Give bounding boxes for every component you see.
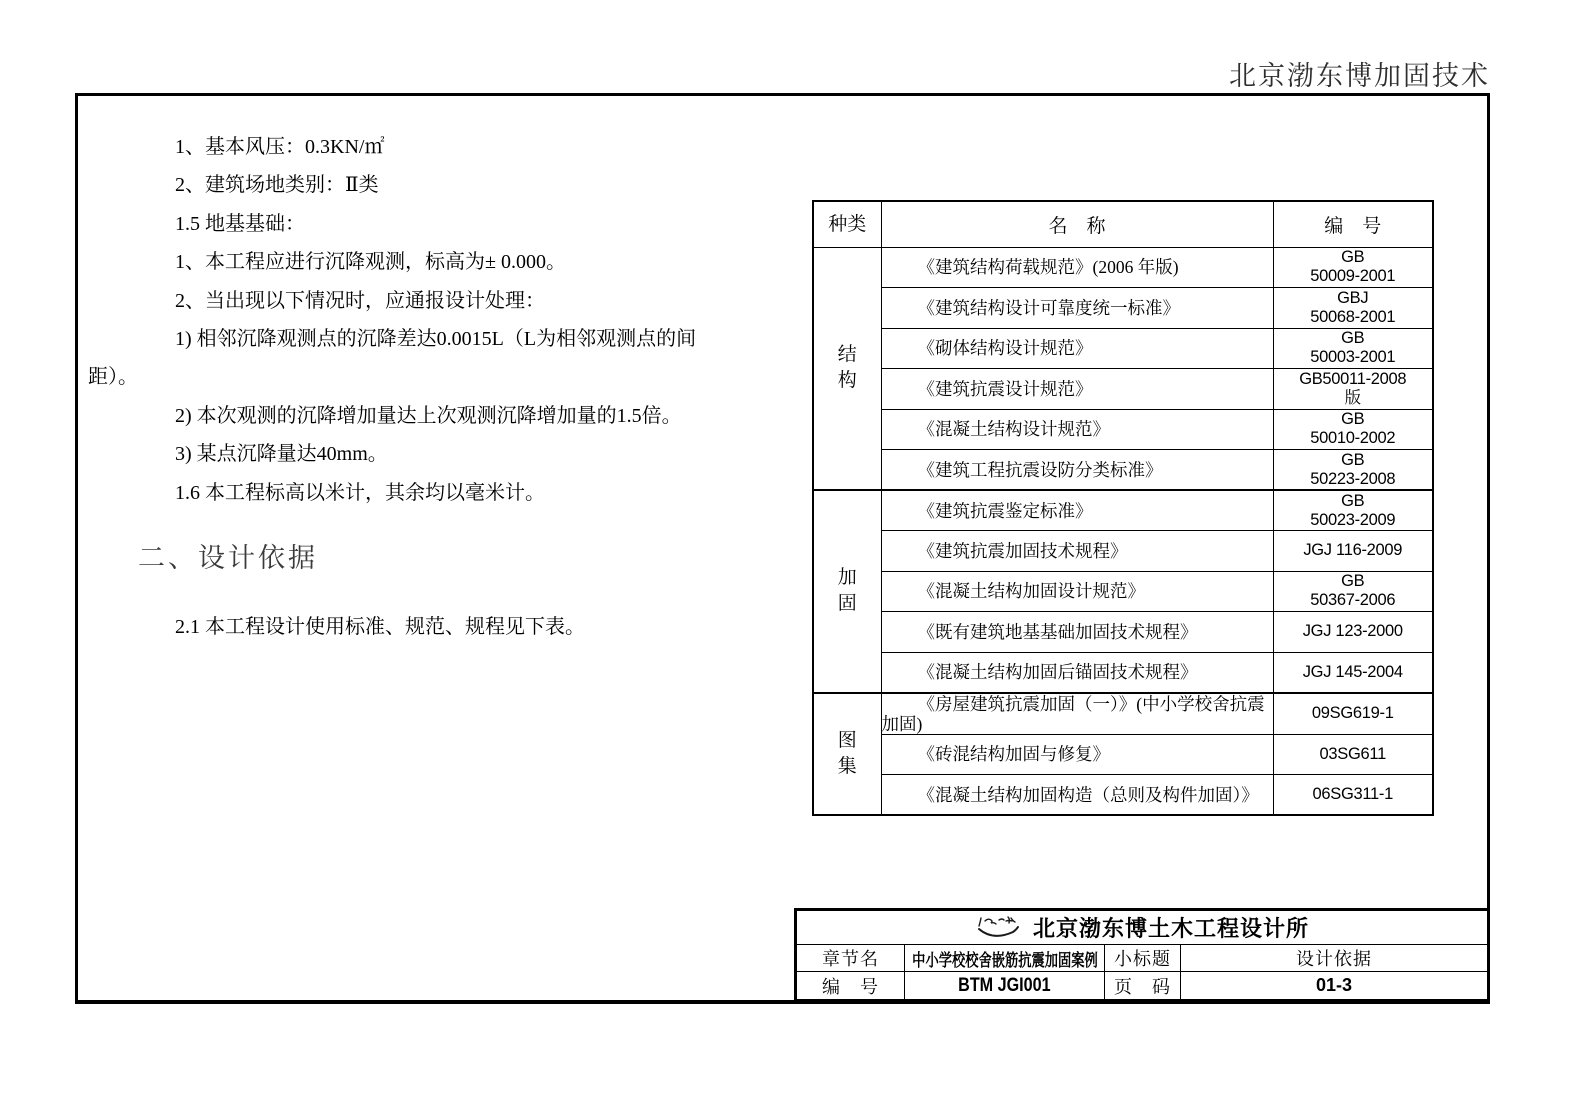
standard-name: 《既有建筑地基基础加固技术规程》 xyxy=(881,612,1273,653)
standard-code: GB 50023-2009 xyxy=(1273,490,1433,531)
standards-row xyxy=(813,328,1433,369)
standards-row xyxy=(813,369,1433,410)
standard-code: JGJ 116-2009 xyxy=(1273,531,1433,572)
standard-name: 《建筑抗震设计规范》 xyxy=(881,369,1273,410)
standards-row xyxy=(813,490,1433,531)
standard-code: GB 50003-2001 xyxy=(1273,328,1433,369)
standards-tbody xyxy=(813,247,1433,815)
company-name: 北京渤东博土木工程设计所 xyxy=(1032,916,1309,941)
standards-row xyxy=(813,693,1433,735)
company-row xyxy=(797,911,1487,945)
name-header: 名 称 xyxy=(881,201,1273,247)
body-line: 1、基本风压：0.3KN/㎡ xyxy=(175,136,385,158)
number-value: BTM JGI001 xyxy=(905,972,1105,999)
standard-name: 《混凝土结构设计规范》 xyxy=(881,409,1273,450)
standard-name: 《砌体结构设计规范》 xyxy=(881,328,1273,369)
body-text xyxy=(88,128,808,646)
category-header: 种类 xyxy=(813,201,881,247)
code-header: 编 号 xyxy=(1273,201,1433,247)
standard-name: 《混凝土结构加固设计规范》 xyxy=(881,571,1273,612)
body-line: 2、当出现以下情况时，应通报设计处理： xyxy=(175,289,545,312)
standards-row xyxy=(813,612,1433,653)
body-line: 1.5 地基基础： xyxy=(175,212,305,235)
body-line: 2、建筑场地类别：Ⅱ类 xyxy=(175,174,379,197)
standards-row xyxy=(813,450,1433,491)
standard-code: GB 50010-2002 xyxy=(1273,409,1433,450)
section-intro: 2.1 本工程设计使用标准、规范、规程见下表。 xyxy=(175,616,585,639)
number-label: 编 号 xyxy=(797,972,905,999)
standards-row xyxy=(813,734,1433,775)
standard-code: JGJ 123-2000 xyxy=(1273,612,1433,653)
standard-code: 09SG619-1 xyxy=(1273,693,1433,735)
body-line: 1) 相邻沉降观测点的沉降差达0.0015L（L为相邻观测点的间 xyxy=(175,328,697,351)
standard-name: 《建筑抗震鉴定标准》 xyxy=(881,490,1273,531)
standards-table xyxy=(812,200,1434,816)
body-line: 1、本工程应进行沉降观测，标高为± 0.000。 xyxy=(175,251,566,274)
standard-name: 《建筑抗震加固技术规程》 xyxy=(881,531,1273,572)
body-line: 3) 某点沉降量达40mm。 xyxy=(175,443,388,466)
page-header: 北京渤东博加固技术 xyxy=(1229,61,1490,91)
standard-name: 《建筑结构设计可靠度统一标准》 xyxy=(881,288,1273,329)
standard-code: GB50011-2008 版 xyxy=(1273,369,1433,410)
standards-row xyxy=(813,571,1433,612)
body-lines xyxy=(88,128,808,512)
category-cell: 结构 xyxy=(813,247,881,490)
body-line: 1.6 本工程标高以米计，其余均以毫米计。 xyxy=(175,481,545,504)
standards-row xyxy=(813,409,1433,450)
body-line: 2) 本次观测的沉降增加量达上次观测沉降增加量的1.5倍。 xyxy=(175,404,682,427)
standards-header-row xyxy=(813,201,1433,247)
subtitle-label: 小标题 xyxy=(1105,945,1181,972)
body-line: 距）。 xyxy=(88,366,138,389)
chapter-label: 章节名 xyxy=(797,945,905,972)
standard-name: 《建筑结构荷载规范》(2006 年版) xyxy=(881,247,1273,288)
chapter-value: 中小学校校舍嵌筋抗震加固案例 xyxy=(905,945,1105,972)
standard-code: GBJ 50068-2001 xyxy=(1273,288,1433,329)
standard-name: 《砖混结构加固与修复》 xyxy=(881,734,1273,775)
page-value: 01-3 xyxy=(1315,975,1353,995)
standards-row xyxy=(813,288,1433,329)
standards-row xyxy=(813,652,1433,693)
standard-name: 《建筑工程抗震设防分类标准》 xyxy=(881,450,1273,491)
standards-row xyxy=(813,531,1433,572)
standards-row xyxy=(813,775,1433,816)
title-block xyxy=(794,908,1490,1003)
subtitle-value: 设计依据 xyxy=(1181,945,1487,972)
standard-name: 《房屋建筑抗震加固（一）》(中小学校舍抗震加固) xyxy=(881,693,1273,735)
title-block-grid xyxy=(797,945,1487,999)
standard-code: 06SG311-1 xyxy=(1273,775,1433,816)
category-cell: 图集 xyxy=(813,693,881,816)
category-cell: 加固 xyxy=(813,490,881,693)
standard-code: GB 50009-2001 xyxy=(1273,247,1433,288)
standard-name: 《混凝土结构加固构造（总则及构件加固）》 xyxy=(881,775,1273,816)
standard-code: GB 50223-2008 xyxy=(1273,450,1433,491)
company-logo xyxy=(975,915,1023,941)
page-label: 页 码 xyxy=(1105,972,1181,999)
standard-code: 03SG611 xyxy=(1273,734,1433,775)
standard-name: 《混凝土结构加固后锚固技术规程》 xyxy=(881,652,1273,693)
section-heading: 二、设计依据 xyxy=(138,543,318,574)
standard-code: JGJ 145-2004 xyxy=(1273,652,1433,693)
standard-code: GB 50367-2006 xyxy=(1273,571,1433,612)
standards-row xyxy=(813,247,1433,288)
